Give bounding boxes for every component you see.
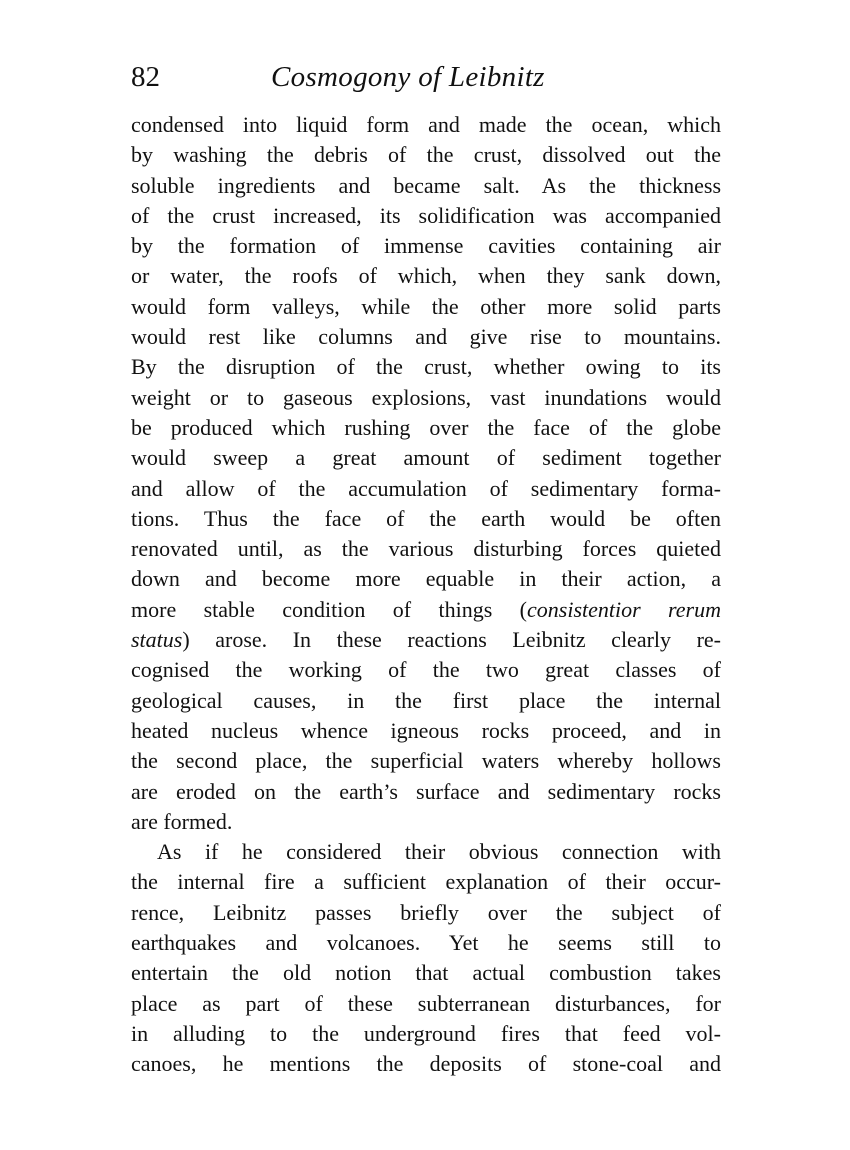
text-line: tions. Thus the face of the earth would be often xyxy=(131,505,721,531)
text-line: the second place, the superficial waters whereby hollows xyxy=(131,748,721,774)
latin-phrase: status xyxy=(131,627,183,653)
text-line: be produced which rushing over the face of the globe xyxy=(131,414,721,440)
text-line: place as part of these subterranean disturbances, for xyxy=(131,990,721,1016)
text-line: would rest like columns and give rise to mountains. xyxy=(131,324,721,350)
text-line: are eroded on the earth’s surface and sedimentary rocks xyxy=(131,778,721,804)
page-number: 82 xyxy=(131,61,160,93)
running-head xyxy=(131,55,721,99)
text-line: canoes, he mentions the deposits of stone-coal and xyxy=(131,1051,721,1077)
text-line: condensed into liquid form and made the ocean, which xyxy=(131,112,721,137)
text-line: geological causes, in the first place the internal xyxy=(131,687,721,713)
running-title: Cosmogony of Leibnitz xyxy=(271,61,545,93)
text-line: renovated until, as the various disturbing forces quieted xyxy=(131,536,721,562)
text-line: the internal fire a sufficient explanation of their occur- xyxy=(131,869,721,895)
text-line: would sweep a great amount of sediment together xyxy=(131,445,721,471)
text-line: by the formation of immense cavities containing air xyxy=(131,233,721,259)
text-line: entertain the old notion that actual combustion takes xyxy=(131,960,721,986)
text-line: and allow of the accumulation of sedimentary forma- xyxy=(131,475,721,501)
text-segment: ) arose. In these reactions Leibnitz clearly re- xyxy=(182,627,721,653)
text-line: cognised the working of the two great classes of xyxy=(131,657,721,683)
text-line: soluble ingredients and became salt. As the thickness xyxy=(131,172,721,198)
body-text xyxy=(131,110,721,1080)
text-line: earthquakes and volcanoes. Yet he seems still to xyxy=(131,930,721,956)
latin-phrase: consistentior rerum xyxy=(527,596,721,622)
text-line: rence, Leibnitz passes briefly over the subject of xyxy=(131,899,721,925)
text-line: by washing the debris of the crust, dissolved out the xyxy=(131,142,721,168)
text-line: By the disruption of the crust, whether owing to its xyxy=(131,354,721,380)
text-line: would form valleys, while the other more solid parts xyxy=(131,293,721,319)
text-line-with-italic xyxy=(131,595,721,625)
text-line: As if he considered their obvious connection with xyxy=(157,839,721,865)
text-line: heated nucleus whence igneous rocks proceed, and in xyxy=(131,717,721,743)
text-line-with-italic xyxy=(131,625,721,655)
text-line: of the crust increased, its solidification was accompanied xyxy=(131,202,721,228)
text-line: in alluding to the underground fires that feed vol- xyxy=(131,1020,721,1046)
text-line: weight or to gaseous explosions, vast inundations would xyxy=(131,384,721,410)
text-line: or water, the roofs of which, when they sank down, xyxy=(131,263,721,289)
text-segment: more stable condition of things ( xyxy=(131,596,527,622)
text-line: are formed. xyxy=(131,808,233,834)
text-line: down and become more equable in their action, a xyxy=(131,566,721,592)
